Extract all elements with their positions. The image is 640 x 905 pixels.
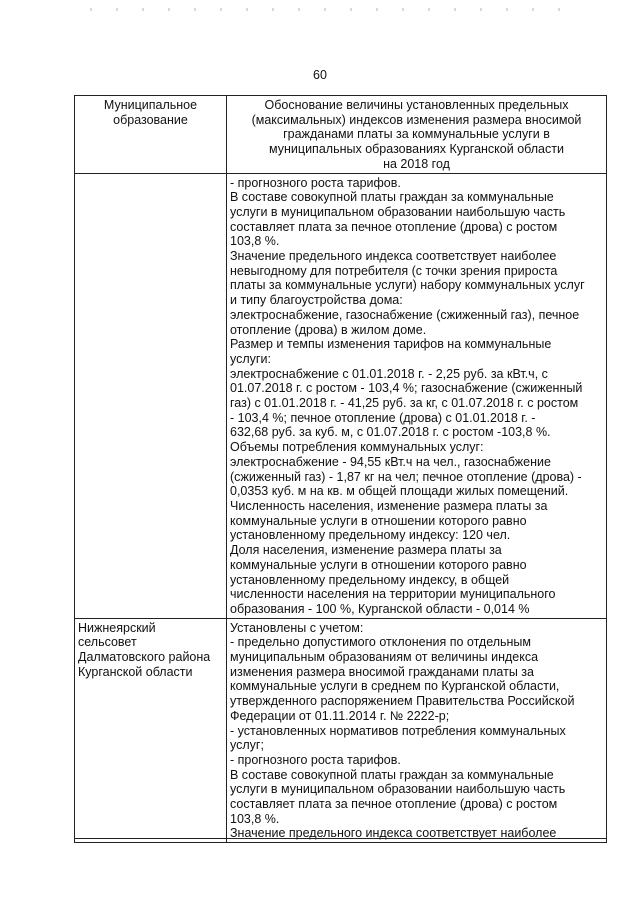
- municipality-cell: [75, 173, 227, 618]
- tariff-justification-table: [74, 95, 607, 843]
- justification-line: отопление (дрова) в жилом доме.: [230, 322, 427, 337]
- justification-line: коммунальные услуги в отношении которого равно: [230, 513, 527, 528]
- justification-line: муниципальным образованиям от величины индекса: [230, 650, 539, 665]
- justification-line: 103,8 %.: [230, 234, 280, 249]
- justification-line: услуги в муниципальном образовании наибольшую часть: [230, 782, 566, 797]
- justification-line: Объемы потребления коммунальных услуг:: [230, 440, 484, 455]
- justification-line: услуги в муниципальном образовании наибольшую часть: [230, 204, 566, 219]
- justification-line: 0,0353 куб. м на кв. м общей площади жилых помещений.: [230, 484, 569, 499]
- page-bottom-border: [74, 838, 607, 839]
- justification-line: Значение предельного индекса соответствует наиболее: [230, 826, 557, 841]
- justification-line: В составе совокупной платы граждан за коммунальные: [230, 767, 554, 782]
- justification-line: электроснабжение - 94,55 кВт.ч на чел., газоснабжение: [230, 454, 551, 469]
- justification-line: электроснабжение, газоснабжение (сжиженный газ), печное: [230, 307, 580, 322]
- municipality-line: Нижнеярский: [78, 620, 156, 635]
- scan-artifact: [90, 8, 560, 11]
- justification-line: В составе совокупной платы граждан за коммунальные: [230, 190, 554, 205]
- justification-line: численности населения на территории муниципального: [230, 587, 556, 602]
- justification-line: коммунальные услуги в отношении которого равно: [230, 557, 527, 572]
- justification-line: 103,8 %.: [230, 811, 280, 826]
- justification-line: - прогнозного роста тарифов.: [230, 175, 401, 190]
- justification-line: Доля населения, изменение размера платы за: [230, 543, 502, 558]
- justification-line: Размер и темпы изменения тарифов на коммунальные: [230, 337, 552, 352]
- justification-line: платы за коммунальные услуги) набору коммунальных услуг: [230, 278, 585, 293]
- header-municipality-line: Муниципальное: [103, 98, 198, 112]
- justification-line: - прогнозного роста тарифов.: [230, 752, 401, 767]
- justification-line: установленному предельному индексу: 120 чел.: [230, 528, 511, 543]
- justification-line: услуг;: [230, 738, 264, 753]
- justification-line: Численность населения, изменение размера платы за: [230, 498, 548, 513]
- justification-cell: [227, 173, 607, 618]
- justification-line: коммунальные услуги в среднем по Курганской области,: [230, 679, 560, 694]
- justification-line: газ) с 01.01.2018 г. - 41,25 руб. за кг, с 01.07.2018 г. с ростом: [230, 396, 579, 411]
- justification-line: невыгодному для потребителя (с точки зрения прироста: [230, 263, 558, 278]
- municipality-line: сельсовет: [78, 635, 137, 650]
- justification-line: Установлены с учетом:: [230, 620, 364, 635]
- header-justification: [227, 96, 607, 174]
- header-justification-line: муниципальных образованиях Курганской области: [269, 142, 564, 157]
- justification-line: Федерации от 01.11.2014 г. № 2222-р;: [230, 708, 450, 723]
- header-justification-line: Обоснование величины установленных предельных: [264, 98, 569, 112]
- justification-line: образования - 100 %, Курганской области - 0,014 %: [230, 601, 530, 616]
- justification-line: изменения размера вносимой гражданами платы за: [230, 664, 534, 679]
- header-municipality: [75, 96, 227, 174]
- justification-line: (сжиженный газ) - 1,87 кг на чел; печное отопление (дрова) -: [230, 469, 582, 484]
- justification-line: установленному предельному индексу, в общей: [230, 572, 510, 587]
- justification-line: - установленных нормативов потребления коммунальных: [230, 723, 566, 738]
- justification-line: составляет плата за печное отопление (дрова) с ростом: [230, 797, 558, 812]
- table-row: [75, 173, 607, 618]
- justification-line: составляет плата за печное отопление (дрова) с ростом: [230, 219, 558, 234]
- municipality-line: Далматовского района: [78, 650, 211, 665]
- justification-line: 632,68 руб. за куб. м, с 01.07.2018 г. с ростом -103,8 %.: [230, 425, 551, 440]
- header-justification-line: на 2018 год: [383, 156, 450, 171]
- header-justification-line: гражданами платы за коммунальные услуги в: [283, 127, 550, 142]
- justification-line: и типу благоустройства дома:: [230, 293, 403, 308]
- justification-line: электроснабжение с 01.01.2018 г. - 2,25 руб. за кВт.ч, с: [230, 366, 548, 381]
- justification-line: - 103,4 %; печное отопление (дрова) с 01.01.2018 г. -: [230, 410, 536, 425]
- municipality-cell: [75, 618, 227, 843]
- justification-cell: [227, 618, 607, 843]
- justification-line: - предельно допустимого отклонения по отдельным: [230, 635, 532, 650]
- header-justification-line: (максимальных) индексов изменения размера вносимой: [251, 112, 582, 127]
- justification-line: Значение предельного индекса соответствует наиболее: [230, 249, 557, 264]
- justification-line: услуги:: [230, 351, 271, 366]
- justification-line: утвержденного распоряжением Правительства Российской: [230, 694, 575, 709]
- justification-line: 01.07.2018 г. с ростом - 103,4 %; газоснабжение (сжиженный: [230, 381, 583, 396]
- municipality-line: Курганской области: [78, 664, 193, 679]
- page-number: 60: [313, 68, 327, 82]
- header-municipality-line: образование: [113, 112, 188, 127]
- table-header-row: [75, 96, 607, 174]
- table-row: [75, 618, 607, 843]
